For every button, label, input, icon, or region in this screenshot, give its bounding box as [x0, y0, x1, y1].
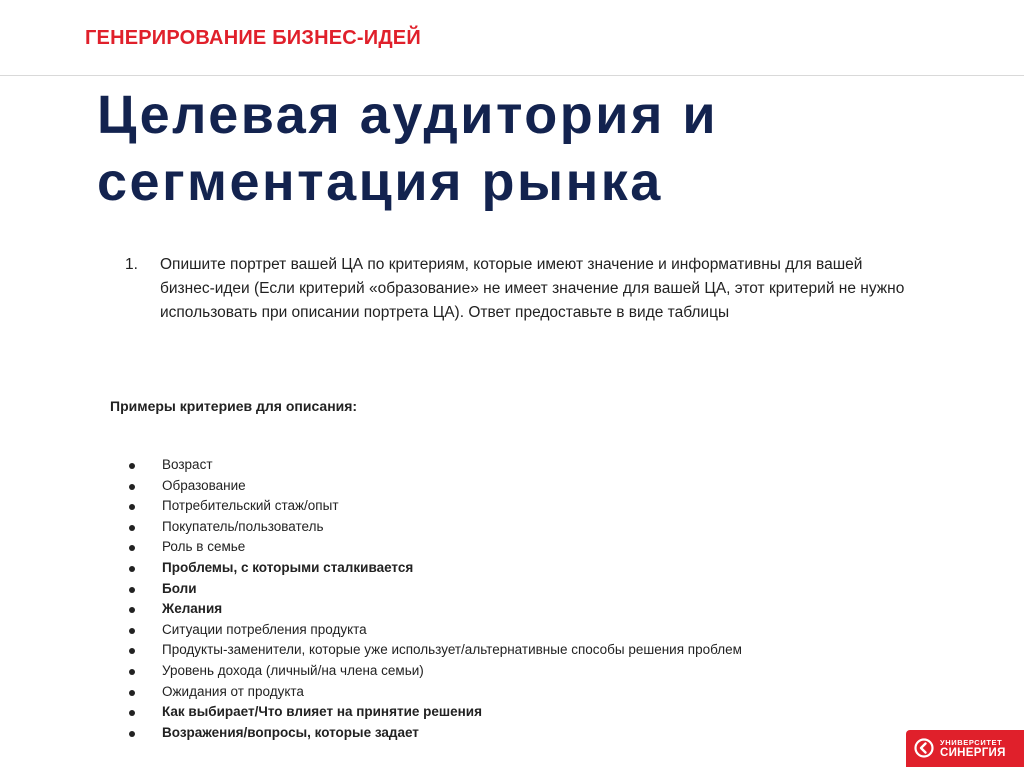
- bullet-icon: [129, 690, 135, 696]
- list-item: [125, 579, 742, 600]
- list-item: [125, 496, 742, 517]
- list-item-text: Проблемы, с которыми сталкивается: [162, 559, 414, 575]
- list-item-text: Образование: [162, 477, 246, 493]
- list-item-text: Ситуации потребления продукта: [162, 621, 367, 637]
- list-item-text: Желания: [162, 601, 223, 617]
- section-header: ГЕНЕРИРОВАНИЕ БИЗНЕС-ИДЕЙ: [85, 27, 421, 49]
- bullet-icon: [129, 566, 135, 572]
- examples-label: Примеры критериев для описания:: [110, 398, 358, 414]
- list-item-text: Потребительский стаж/опыт: [162, 498, 339, 514]
- bullet-icon: [129, 669, 135, 675]
- list-item-text: Ожидания от продукта: [162, 683, 304, 699]
- list-item: [125, 558, 742, 579]
- bullet-icon: [129, 463, 135, 469]
- list-item: [125, 517, 742, 538]
- bullet-icon: [129, 545, 135, 551]
- bullet-icon: [129, 731, 135, 737]
- list-item-text: Покупатель/пользователь: [162, 518, 324, 534]
- list-item-text: Продукты-заменители, которые уже использует/альтернативные способы решения проблем: [162, 642, 742, 658]
- list-item: [125, 620, 742, 641]
- list-item-text: Уровень дохода (личный/на члена семьи): [162, 662, 424, 678]
- task-number: 1.: [125, 256, 138, 273]
- bullet-icon: [129, 587, 135, 593]
- list-item: [125, 661, 742, 682]
- bullet-icon: [129, 525, 135, 531]
- criteria-list: [125, 455, 742, 743]
- list-item: [125, 640, 742, 661]
- list-item: [125, 476, 742, 497]
- list-item: [125, 682, 742, 703]
- bullet-icon: [129, 484, 135, 490]
- bullet-icon: [129, 710, 135, 716]
- slide-title: [97, 82, 977, 216]
- header-divider: [0, 75, 1024, 76]
- list-item: [125, 455, 742, 476]
- slide-title-line-2: сегментация рынка: [97, 152, 663, 212]
- list-item: [125, 599, 742, 620]
- logo-text-university: УНИВЕРСИТЕТ: [940, 738, 1003, 747]
- synergy-logo-icon: [914, 738, 934, 758]
- bullet-icon: [129, 628, 135, 634]
- slide-title-line-1: Целевая аудитория и: [97, 85, 719, 145]
- synergy-logo: [906, 730, 1024, 767]
- list-item-text: Боли: [162, 580, 197, 596]
- list-item-text: Возражения/вопросы, которые задает: [162, 724, 419, 740]
- list-item: [125, 723, 742, 744]
- list-item: [125, 702, 742, 723]
- logo-text-synergy: СИНЕРГИЯ: [940, 747, 1006, 759]
- bullet-icon: [129, 648, 135, 654]
- bullet-icon: [129, 504, 135, 510]
- list-item-text: Возраст: [162, 457, 213, 472]
- task-text: Опишите портрет вашей ЦА по критериям, которые имеют значение и информативны для вашей бизнес-идеи (Если критерий «образование» не имеет значение для вашей ЦА, этот критерий не нужно использовать при описании портрета ЦА). Ответ предоставьте в виде таблицы: [160, 256, 905, 321]
- list-item-text: Как выбирает/Что влияет на принятие решения: [162, 704, 482, 720]
- bullet-icon: [129, 607, 135, 613]
- list-item: [125, 537, 742, 558]
- list-item-text: Роль в семье: [162, 539, 246, 555]
